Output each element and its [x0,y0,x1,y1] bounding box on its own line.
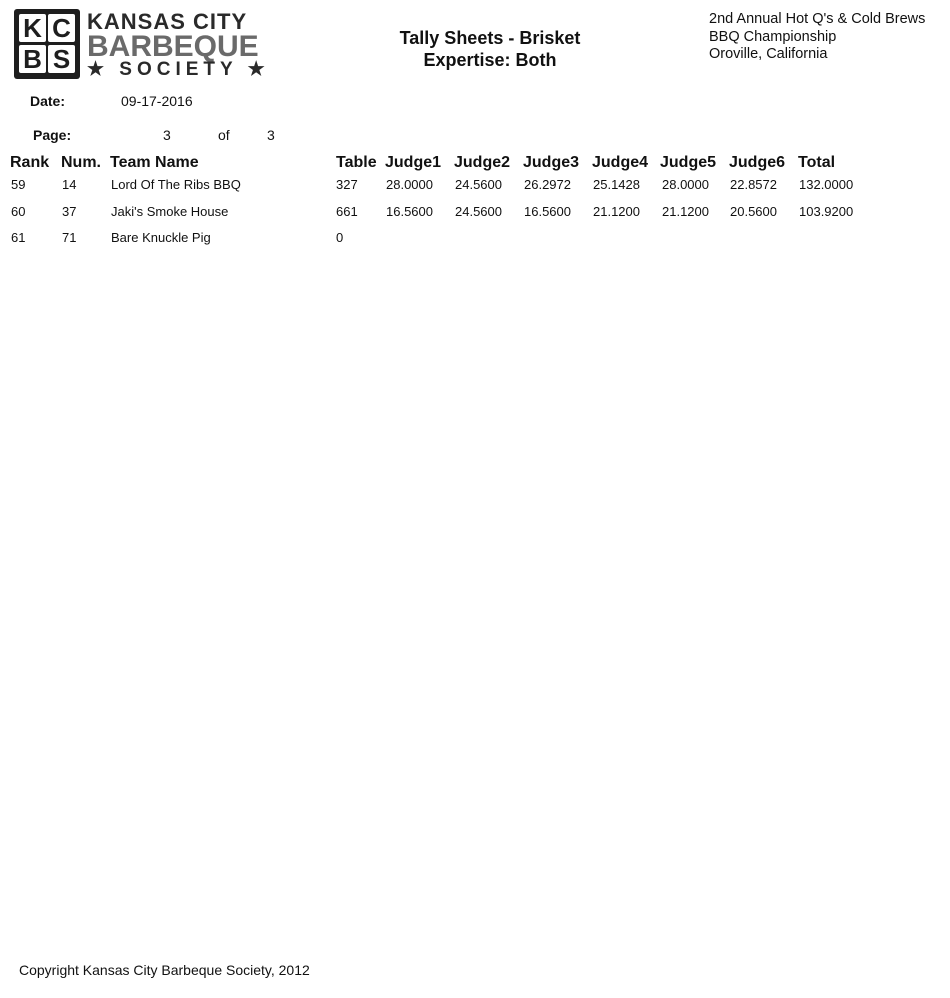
logo-letter-c: C [48,14,75,42]
event-info [709,11,925,64]
report-title-expertise: Expertise: Both [423,50,557,70]
header-judge4: Judge4 [592,154,649,171]
cell-judge4: 21.1200 [593,204,640,219]
cell-team-name: Bare Knuckle Pig [111,230,211,245]
header-judge1: Judge1 [385,154,442,171]
kcbs-logo-mark [14,9,80,79]
cell-num: 71 [62,230,77,245]
table-row [0,204,950,224]
report-title [340,27,640,71]
page-label: Page: [33,127,72,143]
page-total: 3 [267,127,275,143]
header-num: Num. [61,154,101,171]
cell-rank: 60 [11,204,26,219]
logo-letter-b: B [19,45,46,73]
cell-judge5: 21.1200 [662,204,709,219]
cell-judge6: 20.5600 [730,204,777,219]
table-row [0,230,950,250]
event-type: BBQ Championship [709,28,837,45]
cell-total: 103.9200 [799,204,854,219]
date-label: Date: [30,93,66,109]
header-table: Table [336,154,377,171]
header-judge6: Judge6 [729,154,786,171]
cell-total: 132.0000 [799,177,854,192]
logo-letter-k: K [19,14,46,42]
cell-judge6: 22.8572 [730,177,777,192]
cell-judge4: 25.1428 [593,177,640,192]
header-team-name: Team Name [110,154,199,171]
event-name: 2nd Annual Hot Q's & Cold Brews [709,11,926,27]
cell-judge5: 28.0000 [662,177,709,192]
logo-text-barbeque: BARBEQUE [87,30,259,63]
report-title-category: Tally Sheets - Brisket [399,28,581,48]
cell-table: 0 [336,230,344,245]
cell-judge1: 16.5600 [386,204,433,219]
cell-judge3: 16.5600 [524,204,571,219]
cell-num: 14 [62,177,77,192]
header-judge5: Judge5 [660,154,717,171]
cell-rank: 59 [11,177,26,192]
logo-text-kansas-city: KANSAS CITY [87,9,248,34]
cell-judge2: 24.5600 [455,177,502,192]
cell-judge1: 28.0000 [386,177,433,192]
table-row [0,177,950,197]
header-judge2: Judge2 [454,154,511,171]
cell-table: 661 [336,204,358,219]
kcbs-logo [14,9,279,81]
page-of-text: of [218,127,230,143]
logo-letter-s: S [48,45,75,73]
cell-rank: 61 [11,230,26,245]
cell-team-name: Jaki's Smoke House [111,204,229,219]
logo-text-society: ★ SOCIETY ★ [87,59,270,80]
copyright-footer: Copyright Kansas City Barbeque Society, 2012 [19,962,310,978]
header-judge3: Judge3 [523,154,580,171]
page-current: 3 [163,127,171,143]
event-location: Oroville, California [709,46,828,62]
cell-num: 37 [62,204,77,219]
cell-team-name: Lord Of The Ribs BBQ [111,177,241,192]
header-total: Total [798,154,836,171]
cell-judge2: 24.5600 [455,204,502,219]
header-rank: Rank [10,154,50,171]
date-value: 09-17-2016 [121,93,193,109]
cell-table: 327 [336,177,358,192]
cell-judge3: 26.2972 [524,177,571,192]
